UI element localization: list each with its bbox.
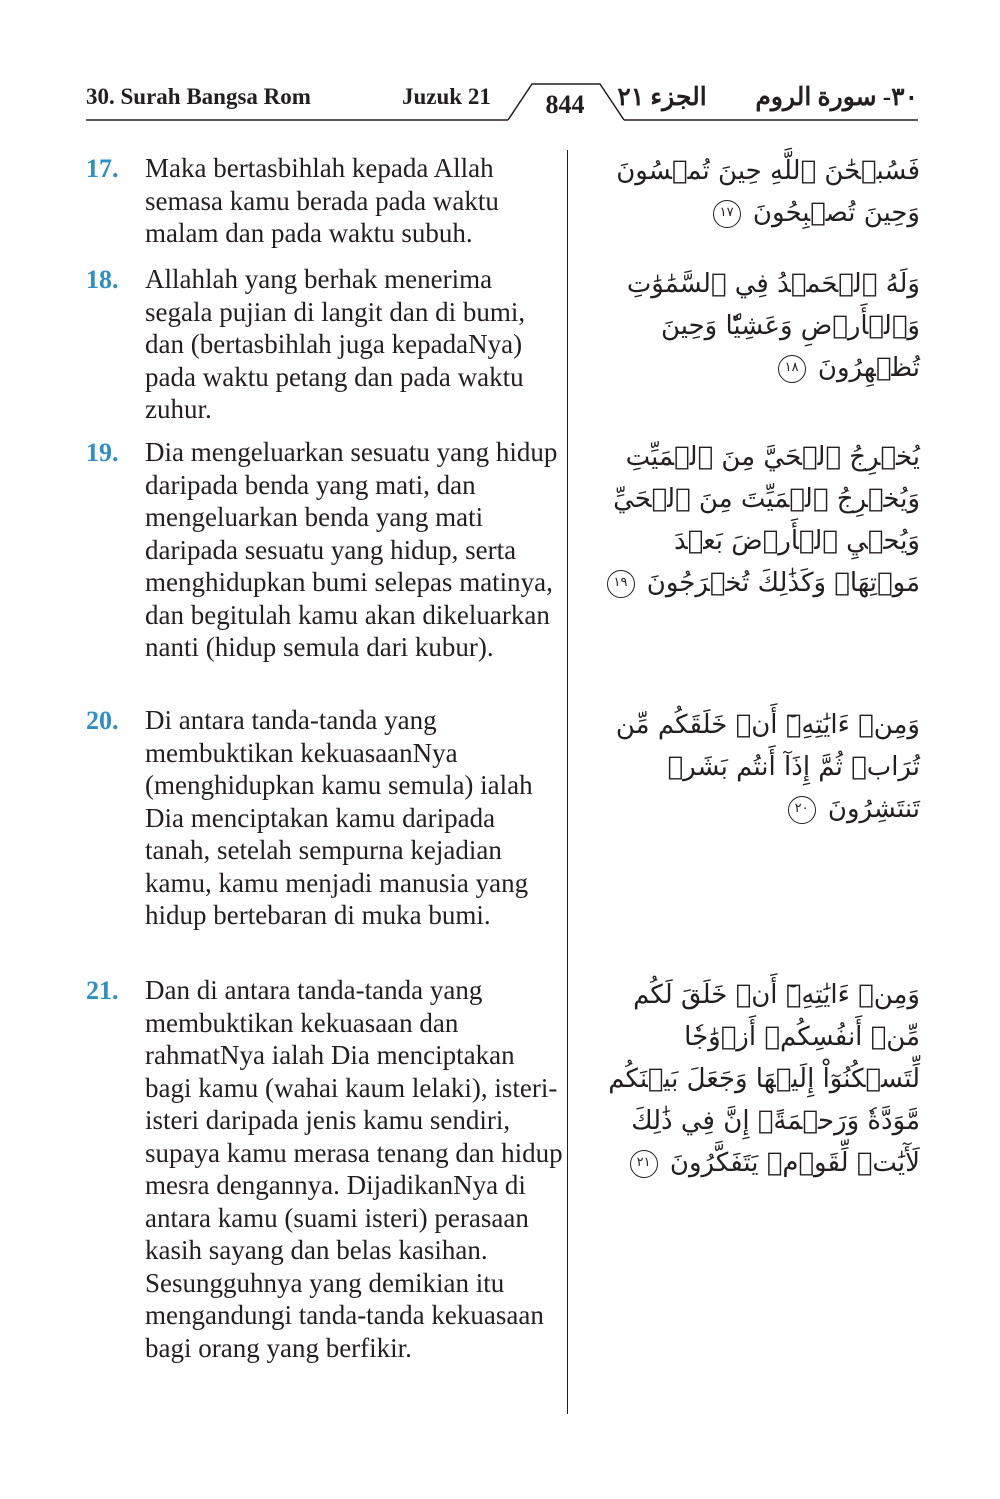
verse-text: Dia mengeluarkan sesuatu yang hidup daripada benda yang mati, dan mengeluarkan benda yang mati daripada sesuatu yang hidup, serta menghidupkan bumi selepas matinya, dan begitulah kamu akan dikeluarkan nanti (hidup semula dari kubur).: [145, 437, 558, 662]
arabic-text: يُخۡرِجُ ٱلۡحَيَّ مِنَ ٱلۡمَيِّتِ وَيُخۡرِجُ ٱلۡمَيِّتَ مِنَ ٱلۡحَيِّ وَيُحۡيِ ٱلۡأَرۡضَ بَعۡدَ مَوۡتِهَاۚ وَكَذَٰلِكَ تُخۡرَجُونَ: [613, 442, 920, 598]
verse-text: Maka bertasbihlah kepada Allah semasa kamu berada pada waktu malam dan pada waktu subuh.: [145, 153, 499, 248]
column-divider: [567, 150, 568, 1414]
page-header: [0, 0, 1000, 160]
surah-arabic: ٣٠- سورة الروم: [755, 84, 918, 111]
arabic-text: فَسُبۡحَٰنَ ٱللَّهِ حِينَ تُمۡسُونَ وَحِينَ تُصۡبِحُونَ: [616, 156, 920, 228]
ayah-end-marker: ٢٠: [788, 796, 816, 824]
ayah-end-marker: ١٧: [713, 200, 741, 228]
verse-number: 17.: [86, 154, 119, 183]
verse-number: 21.: [86, 976, 119, 1005]
arabic-verse: [588, 436, 920, 604]
ayah-end-marker: ١٩: [607, 570, 635, 598]
arabic-text: وَمِنۡ ءَايَٰتِهِۦٓ أَنۡ خَلَقَكُم مِّن تُرَابٖ ثُمَّ إِذَآ أَنتُم بَشَرٞ تَنتَشِرُونَ: [615, 710, 920, 824]
header-rule: [0, 0, 1000, 160]
ayah-end-marker: ٢١: [630, 1150, 658, 1178]
arabic-verse: [588, 974, 920, 1184]
juzuk-label: Juzuk 21: [402, 84, 491, 109]
verse-text: Allahlah yang berhak menerima segala pujian di langit dan di bumi, dan (bertasbihlah juga kepadaNya) pada waktu petang dan pada waktu zuhur.: [145, 264, 526, 424]
verse-number: 18.: [86, 265, 119, 294]
arabic-text: وَلَهُ ٱلۡحَمۡدُ فِي ٱلسَّمَٰوَٰتِ وَٱلۡأَرۡضِ وَعَشِيّٗا وَحِينَ تُظۡهِرُونَ: [626, 269, 920, 383]
verse-number: 20.: [86, 706, 119, 735]
ayah-end-marker: ١٨: [778, 355, 806, 383]
arabic-verse: [588, 150, 920, 234]
verse-text: Dan di antara tanda-tanda yang membuktikan kekuasaan dan rahmatNya ialah Dia menciptakan bagi kamu (wahai kaum lelaki), isteri-isteri daripada jenis kamu sendiri, supaya kamu merasa tenang dan hidup mesra dengannya. DijadikanNya di antara kamu (suami isteri) perasaan kasih sayang dan belas kasihan. Sesungguhnya yang demikian itu mengandungi tanda-tanda kekuasaan bagi orang yang berfikir.: [145, 975, 563, 1363]
arabic-verse: [588, 263, 920, 389]
page-number: 844: [545, 90, 585, 119]
surah-title: 30. Surah Bangsa Rom: [86, 84, 311, 109]
verse-text: Di antara tanda-tanda yang membuktikan kekuasaanNya (menghidupkan kamu semula) ialah Dia menciptakan kamu daripada tanah, setelah sempurna kejadian kamu, kamu menjadi manusia yang hidup bertebaran di muka bumi.: [145, 705, 533, 930]
arabic-text: وَمِنۡ ءَايَٰتِهِۦٓ أَنۡ خَلَقَ لَكُم مِّنۡ أَنفُسِكُمۡ أَزۡوَٰجٗا لِّتَسۡكُنُوٓاْ إِلَيۡهَا وَجَعَلَ بَيۡنَكُم مَّوَدَّةٗ وَرَحۡمَةًۚ إِنَّ فِي ذَٰلِكَ لَأٓيَٰتٖ لِّقَوۡمٖ يَتَفَكَّرُونَ: [608, 980, 920, 1178]
arabic-verse: [588, 704, 920, 830]
verse-number: 19.: [86, 438, 119, 467]
juz-arabic: الجزء ٢١: [617, 84, 707, 111]
